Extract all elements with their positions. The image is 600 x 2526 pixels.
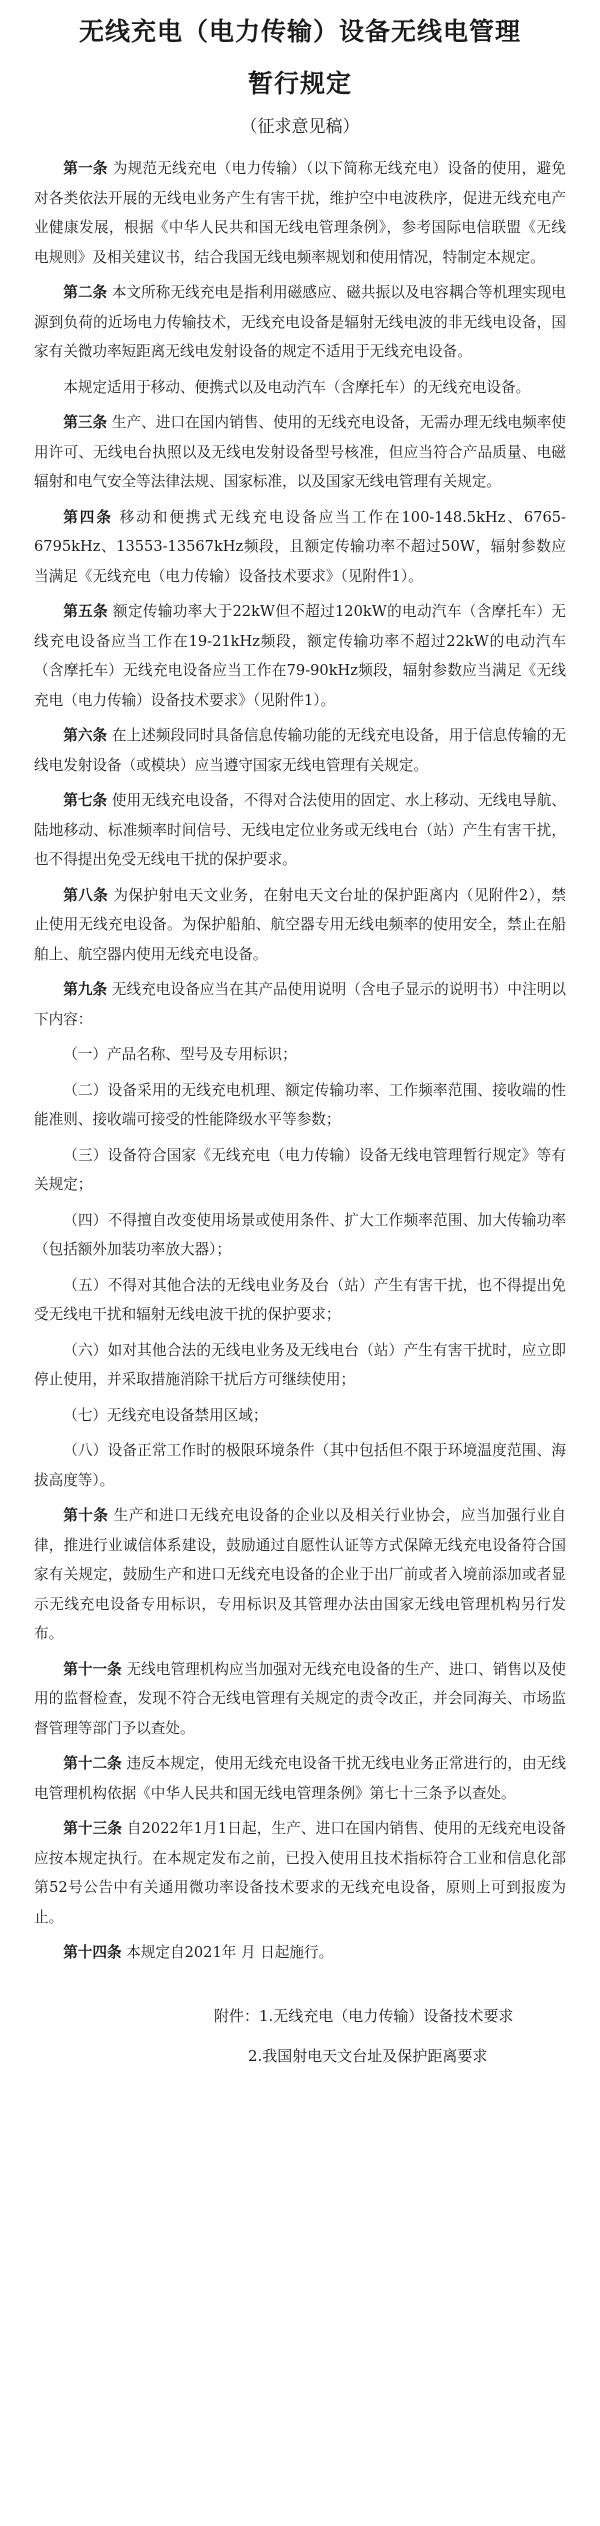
articles-block-2 (34, 1501, 566, 1968)
list-item: （一）产品名称、型号及专用标识； (63, 1046, 297, 1063)
article-text: 为规范无线充电（电力传输）（以下简称无线充电）设备的使用，避免对各类依法开展的无线电业务产生有害干扰，维护空中电波秩序，促进无线充电产业健康发展，根据《中华人民共和国无线电管理条例》，参考国际电信联盟《无线电规则》及相关建议书，结合我国无线电频率规划和使用情况，特制定本规定。 (34, 160, 566, 266)
document-title-line-1: 无线充电（电力传输）设备无线电管理 (78, 17, 521, 46)
article-text: 在上述频段同时具备信息传输功能的无线充电设备，用于信息传输的无线电发射设备（或模块）应当遵守国家无线电管理有关规定。 (34, 727, 566, 774)
list-item: （六）如对其他合法的无线电业务及无线电台（站）产生有害干扰时，应立即停止使用，并采取措施消除干扰后方可继续使用； (34, 1341, 566, 1388)
article-12 (34, 1749, 566, 1808)
document-title-line-2: 暂行规定 (247, 69, 352, 98)
document-subtitle: （征求意见稿） (240, 117, 360, 137)
article-text: 使用无线充电设备，不得对合法使用的固定、水上移动、无线电导航、陆地移动、标准频率时间信号、无线电定位业务或无线电台（站）产生有害干扰，也不得提出免受无线电干扰的保护要求。 (34, 792, 566, 868)
article-text: 移动和便携式无线充电设备应当工作在100-148.5kHz、6765-6795kHz、13553-13567kHz频段，且额定传输功率不超过50W，辐射参数应当满足《无线充电（电力传输）设备技术要求》（见附件1）。 (34, 508, 566, 585)
article-label: 第六条 (63, 727, 108, 744)
article-label: 第二条 (63, 284, 108, 301)
article-5 (34, 597, 566, 715)
article-13 (34, 1814, 566, 1932)
article-label: 第四条 (63, 508, 113, 526)
article-9-items (34, 1040, 566, 1495)
article-2 (34, 278, 566, 367)
list-item: （二）设备采用的无线充电机理、额定传输功率、工作频率范围、接收端的性能准则、接收端可接受的性能降级水平等参数； (34, 1081, 566, 1128)
article-text: 无线电管理机构应当加强对无线充电设备的生产、进口、销售以及使用的监督检查，发现不符合无线电管理有关规定的责令改正，并会同海关、市场监督管理等部门予以查处。 (34, 1660, 566, 1737)
article-text: 本规定适用于移动、便携式以及电动汽车（含摩托车）的无线充电设备。 (63, 378, 531, 396)
article-7 (34, 786, 566, 875)
article-label: 第一条 (63, 160, 108, 177)
articles-block-1 (34, 154, 566, 1034)
article-3 (34, 408, 566, 497)
list-item: （四）不得擅自改变使用场景或使用条件、扩大工作频率范围、加大传输功率（包括额外加装功率放大器）； (34, 1211, 566, 1258)
article-9 (34, 975, 566, 1034)
article-8 (34, 881, 566, 970)
article-10 (34, 1501, 566, 1649)
article-text: 无线充电设备应当在其产品使用说明（含电子显示的说明书）中注明以下内容： (34, 981, 566, 1028)
article-label: 第三条 (63, 414, 108, 431)
article-label: 第十二条 (63, 1755, 122, 1772)
article-text: 本文所称无线充电是指利用磁感应、磁共振以及电容耦合等机理实现电源到负荷的近场电力传输技术，无线充电设备是辐射无线电波的非无线电设备，国家有关微功率短距离无线电发射设备的规定不适用于无线充电设备。 (34, 284, 566, 360)
article-14 (34, 1938, 566, 1968)
article-label: 第十条 (63, 1507, 109, 1524)
attachments (34, 1996, 566, 2076)
article-label: 第十四条 (63, 1944, 122, 1961)
article-11 (34, 1655, 566, 1744)
article-label: 第七条 (63, 792, 108, 809)
article-2-scope (34, 373, 566, 403)
attachment-2: 2.我国射电天文台址及保护距离要求 (248, 2046, 488, 2065)
article-text: 生产和进口无线充电设备的企业以及相关行业协会，应当加强行业自律，推进行业诚信体系建设，鼓励通过自愿性认证等方式保障无线充电设备符合国家有关规定，鼓励生产和进口无线充电设备的企业于出厂前或者入境前添加或者显示无线充电设备专用标识，专用标识及其管理办法由国家无线电管理机构另行发布。 (34, 1507, 566, 1642)
article-text: 本规定自2021年 月 日起施行。 (121, 1944, 334, 1961)
article-label: 第五条 (63, 603, 109, 620)
article-text: 违反本规定，使用无线充电设备干扰无线电业务正常进行的，由无线电管理机构依据《中华人民共和国无线电管理条例》第七十三条予以查处。 (34, 1755, 566, 1802)
article-label: 第八条 (63, 886, 109, 904)
article-text: 自2022年1月1日起，生产、进口在国内销售、使用的无线充电设备应按本规定执行。在本规定发布之前，已投入使用且技术指标符合工业和信息化部第52号公告中有关通用微功率设备技术要求的无线充电设备，原则上可到报废为止。 (34, 1820, 566, 1926)
list-item: （七）无线充电设备禁用区域； (63, 1406, 268, 1424)
article-label: 第十三条 (63, 1820, 123, 1837)
article-4 (34, 503, 566, 592)
article-6 (34, 721, 566, 780)
article-label: 第九条 (63, 981, 108, 998)
article-text: 生产、进口在国内销售、使用的无线充电设备，无需办理无线电频率使用许可、无线电台执照以及无线电发射设备型号核准，但应当符合产品质量、电磁辐射和电气安全等法律法规、国家标准，以及国家无线电管理有关规定。 (34, 414, 566, 490)
attachment-1: 附件：1.无线充电（电力传输）设备技术要求 (214, 2006, 514, 2025)
list-item: （五）不得对其他合法的无线电业务及台（站）产生有害干扰，也不得提出免受无线电干扰和辐射无线电波干扰的保护要求； (34, 1276, 566, 1323)
article-text: 为保护射电天文业务，在射电天文台址的保护距离内（见附件2），禁止使用无线充电设备。为保护船舶、航空器专用无线电频率的使用安全，禁止在船舶上、航空器内使用无线充电设备。 (34, 886, 566, 963)
article-label: 第十一条 (63, 1660, 122, 1678)
article-text: 额定传输功率大于22kW但不超过120kW的电动汽车（含摩托车）无线充电设备应当工作在19-21kHz频段，额定传输功率不超过22kW的电动汽车（含摩托车）无线充电设备应当工作在79-90kHz频段，辐射参数应当满足《无线充电（电力传输）设备技术要求》（见附件1）。 (34, 603, 566, 709)
list-item: （八）设备正常工作时的极限环境条件（其中包括但不限于环境温度范围、海拔高度等）。 (34, 1442, 566, 1489)
list-item: （三）设备符合国家《无线充电（电力传输）设备无线电管理暂行规定》等有关规定； (34, 1146, 566, 1193)
article-1 (34, 154, 566, 272)
